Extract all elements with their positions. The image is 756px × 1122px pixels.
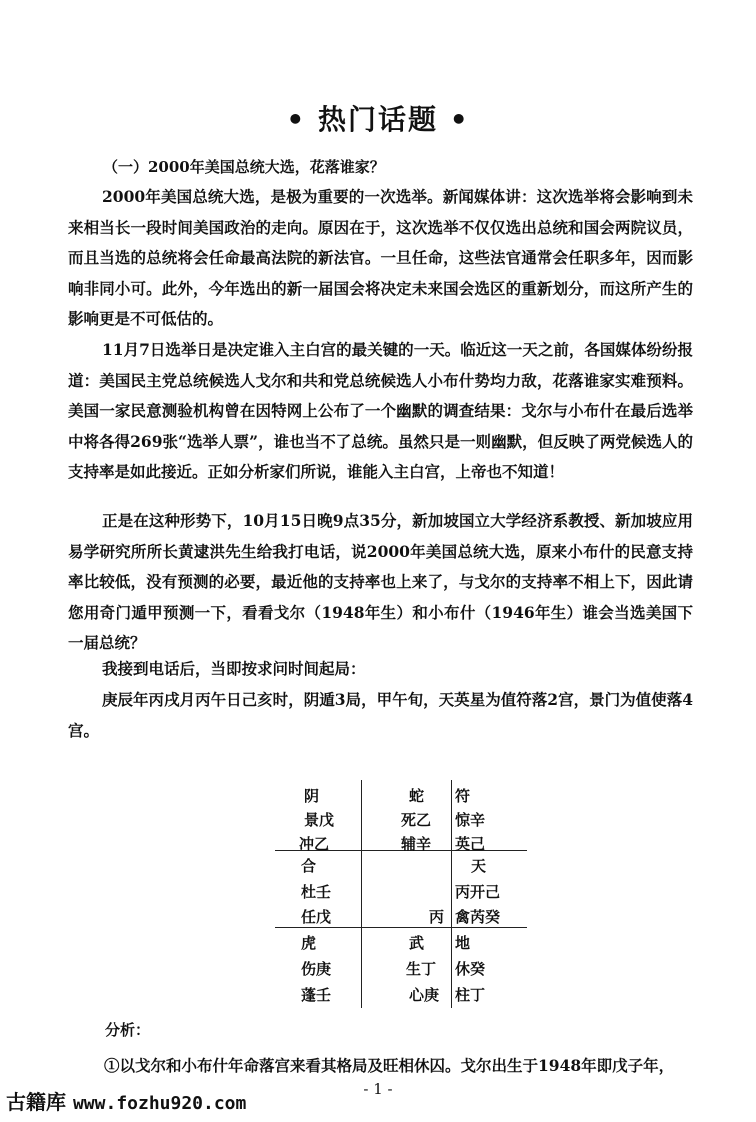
chart-r1c2-line3: 辅辛: [401, 835, 432, 853]
chart-r3c2-line1: 武: [409, 934, 425, 952]
paragraph-1: 2000年美国总统大选，是极为重要的一次选举。新闻媒体讲：这次选举将会影响到未来相当长一段时间美国政治的走向。原因在于，这次选举不仅仅选出总统和国会两院议员，而且当选的总统将会任命最高法院的新法官。一旦任命，这些法官通常会任职多年，因而影响非同小可。此外，今年选出的新一届国会将决定未来国会选区的重新划分，而这所产生的影响更是不可低估的。: [68, 187, 693, 328]
chart-r3c2-line2: 生丁: [406, 960, 437, 978]
chart-r1c3-line2: 惊辛: [455, 811, 486, 829]
paragraph-2: 11月7日选举日是决定谁入主白宫的最关键的一天。临近这一天之前，各国媒体纷纷报道：美国民主党总统候选人戈尔和共和党总统候选人小布什势均力敌，花落谁家实难预料。美国一家民意测验机构曾在因特网上公布了一个幽默的调查结果：戈尔与小布什在最后选举中将各得269张“选举人票”，谁也当不了总统。虽然只是一则幽默，但反映了两党候选人的支持率是如此接近。正如分析家们所说，谁能入主白宫，上帝也不知道！: [68, 340, 693, 481]
paragraph-3: 正是在这种形势下，10月15日晚9点35分，新加坡国立大学经济系教授、新加坡应用易学研究所所长黄逮洪先生给我打电话，说2000年美国总统大选，原来小布什的民意支持率比较低，没有预测的必要，最近他的支持率也上来了，与戈尔的支持率不相上下，因此请您用奇门遁甲预测一下，看看戈尔（1948年生）和小布什（1946年生）谁会当选美国下一届总统？: [68, 511, 693, 652]
chart-r1c2-line2: 死乙: [401, 811, 432, 829]
chart-r2c1-line2: 杜壬: [301, 883, 332, 901]
chart-r2c1-line1: 合: [301, 857, 317, 875]
analysis-label: 分析：: [105, 1021, 151, 1039]
chart-r3c1-line1: 虎: [301, 934, 317, 952]
grid-divider-horizontal-bottom: [275, 927, 527, 928]
section-heading: （一）2000年美国总统大选，花落谁家？: [103, 158, 385, 176]
grid-divider-vertical-right: [451, 780, 452, 1008]
qimen-chart: [275, 780, 530, 1010]
page-number: - 1 -: [363, 1080, 393, 1098]
chart-r2c3-line1: 天: [471, 857, 487, 875]
chart-r2c3-line2: 丙开己: [455, 883, 501, 901]
chart-r3c3-line2: 休癸: [455, 960, 486, 978]
watermark-brand: 古籍库: [6, 1090, 66, 1114]
chart-r2c1-line3: 任戊: [301, 908, 332, 926]
analysis-first-line: ①以戈尔和小布什年命落宫来看其格局及旺相休囚。戈尔出生于1948年即戊子年，: [104, 1056, 675, 1075]
grid-divider-vertical-left: [361, 780, 362, 1008]
paragraph-5: 庚辰年丙戌月丙午日己亥时，阴遁3局，甲午旬，天英星为值符落2宫，景门为值使落4宫。: [68, 690, 693, 740]
chart-r1c2-line1: 蛇: [409, 787, 425, 805]
chart-r1c1-line2: 景戊: [304, 811, 335, 829]
chart-r1c1-line3: 冲乙: [299, 835, 330, 853]
chart-r3c2-line3: 心庚: [409, 986, 440, 1004]
chart-r1c1-line1: 阴: [304, 787, 320, 805]
watermark: [6, 1086, 246, 1115]
chart-r2c2-line3: 丙: [429, 908, 445, 926]
chart-r1c3-line1: 符: [455, 787, 471, 805]
chart-r1c3-line3: 英己: [455, 835, 486, 853]
chart-r3c3-line1: 地: [455, 934, 471, 952]
chart-r3c1-line2: 伤庚: [301, 960, 332, 978]
chart-r2c3-line3: 禽芮癸: [455, 908, 501, 926]
chart-r3c1-line3: 蓬壬: [301, 986, 332, 1004]
page-title: • 热门话题 •: [286, 103, 470, 136]
paragraph-4: 我接到电话后，当即按求问时间起局：: [102, 659, 366, 678]
chart-r3c3-line3: 柱丁: [455, 986, 486, 1004]
watermark-url: www.fozhu920.com: [72, 1093, 247, 1114]
